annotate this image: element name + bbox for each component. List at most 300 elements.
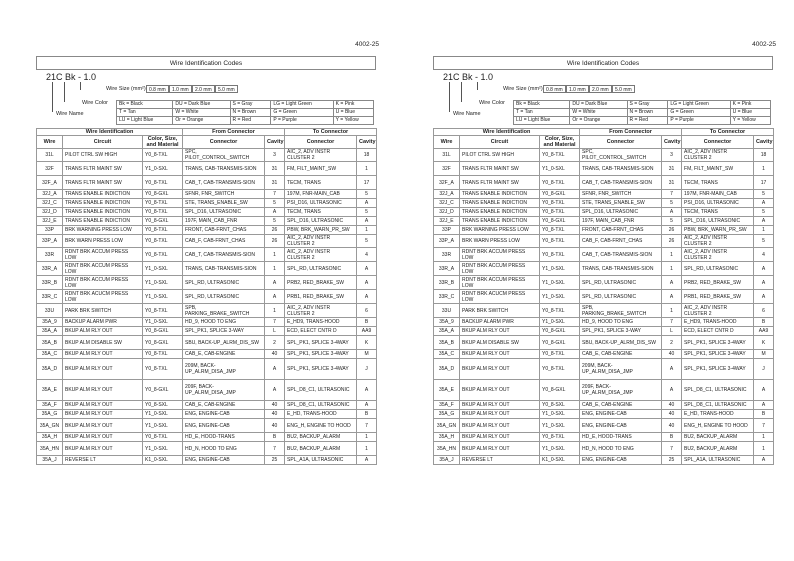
cell-color-size-material: Y0_8-TXL (540, 350, 580, 359)
color-code-cell: G = Green (668, 109, 730, 117)
cell-color-size-material: Y0_8-TXL (143, 248, 183, 262)
cell-from-connector: SPL_RD, ULTRASONIC (183, 290, 265, 304)
table-row (434, 290, 774, 304)
cell-circuit: PILOT CTRL SW HIGH (63, 149, 143, 162)
cell-wire: 33P (37, 226, 63, 235)
column-header-wire: Wire (434, 136, 460, 149)
cell-wire: 35A_E (37, 380, 63, 401)
wire-color-label: Wire Color (82, 100, 108, 106)
cell-from-connector: STE, TRANS_ENABLE_SW (580, 199, 662, 208)
cell-color-size-material: Y0_8-TXL (143, 199, 183, 208)
table-row (37, 226, 377, 235)
cell-wire: 33P_A (434, 235, 460, 248)
cell-circuit: PILOT CTRL SW HIGH (460, 149, 540, 162)
cell-to-connector: ECD, ELECT CNTR D (285, 327, 357, 336)
cell-to-connector: PRB1, RED_BRAKE_SW (285, 290, 357, 304)
cell-from-cavity: 3 (662, 149, 682, 162)
cell-to-connector: SPL_A1A, ULTRASONIC (285, 456, 357, 465)
cell-wire: 35A_A (434, 327, 460, 336)
cell-from-connector: ENG, ENGINE-CAB (183, 419, 265, 433)
cell-to-connector: PRB2, RED_BRAKE_SW (285, 276, 357, 290)
cell-color-size-material: Y1_0-SXL (540, 419, 580, 433)
table-row (434, 208, 774, 217)
cell-from-cavity: 7 (265, 190, 285, 199)
cell-to-cavity: A (754, 199, 774, 208)
cell-to-cavity: A (754, 456, 774, 465)
table-row (434, 176, 774, 190)
cell-from-connector: ENG, ENGINE-CAB (580, 456, 662, 465)
cell-from-connector: SPL_RD, ULTRASONIC (580, 290, 662, 304)
cell-from-connector: SPC, PILOT_CONTROL_SWITCH (183, 149, 265, 162)
table-row (37, 304, 377, 318)
cell-from-connector: CAB_T, CAB-TRANSMIS-SION (183, 176, 265, 190)
cell-to-cavity: M (357, 350, 377, 359)
cell-color-size-material: Y0_8-GXL (143, 190, 183, 199)
color-code-grid (513, 100, 771, 125)
cell-to-connector: BU2, BACKUP_ALARM (682, 433, 754, 442)
legend-wire-code: 21C Bk - 1.0 (443, 72, 494, 82)
cell-wire: 33R_A (37, 262, 63, 276)
cell-wire: 35A_C (37, 350, 63, 359)
wire-name-label: Wire Name (56, 111, 84, 117)
page-title: Wire Identification Codes (169, 60, 243, 67)
cell-to-connector: E_HD, TRANS-HOOD (682, 410, 754, 419)
color-code-cell: LU = Light Blue (514, 117, 570, 125)
color-code-cell: Or = Orange (570, 117, 627, 125)
cell-circuit: BKUP ALM RLY OUT (63, 350, 143, 359)
cell-from-connector: 209F, BACK-UP_ALRM_DISA_JMP (580, 380, 662, 401)
cell-to-connector: SPL_RD, ULTRASONIC (285, 262, 357, 276)
table-row (37, 327, 377, 336)
cell-to-cavity: 1 (357, 226, 377, 235)
cell-to-cavity: 1 (754, 226, 774, 235)
cell-from-cavity: 1 (662, 262, 682, 276)
cell-to-connector: TECM, TRANS (682, 208, 754, 217)
cell-circuit: BKUP ALM RLY OUT (460, 359, 540, 380)
cell-from-connector: CAB_T, CAB-TRANSMIS-SION (580, 176, 662, 190)
cell-to-cavity: 6 (357, 304, 377, 318)
cell-from-cavity: 7 (662, 442, 682, 456)
cell-from-cavity: 1 (265, 248, 285, 262)
cell-wire: 31L (434, 149, 460, 162)
wire-code-legend (433, 70, 773, 128)
cell-to-cavity: 4 (754, 248, 774, 262)
cell-circuit: RDNT BRK ACCUM PRESS LOW (460, 276, 540, 290)
cell-from-connector: 209M, BACK-UP_ALRM_DISA_JMP (183, 359, 265, 380)
cell-circuit: BKUP ALM RLY OUT (63, 380, 143, 401)
cell-from-connector: HD_N, HOOD TO ENG (580, 442, 662, 456)
cell-from-connector: 197F, MAIN_CAB_FNR (580, 217, 662, 226)
cell-wire: 33R_B (434, 276, 460, 290)
cell-color-size-material: Y0_8-TXL (143, 149, 183, 162)
cell-color-size-material: Y0_8-TXL (143, 304, 183, 318)
cell-circuit: RDNT BRK ACCUM PRESS LOW (63, 248, 143, 262)
cell-color-size-material: Y0_8-TXL (540, 304, 580, 318)
cell-circuit: TRANS ENABLE INDICTION (63, 208, 143, 217)
cell-color-size-material: Y0_8-TXL (540, 235, 580, 248)
cell-color-size-material: Y0_8-TXL (143, 350, 183, 359)
cell-from-cavity: 40 (265, 350, 285, 359)
wire-size-box: 1.0 mm (169, 85, 192, 93)
cell-circuit: BKUP ALM RLY OUT (460, 350, 540, 359)
cell-to-cavity: A (357, 276, 377, 290)
cell-from-connector: 209M, BACK-UP_ALRM_DISA_JMP (580, 359, 662, 380)
cell-from-cavity: 25 (662, 456, 682, 465)
color-code-cell: LG = Light Green (668, 101, 730, 109)
cell-from-connector: HD_N, HOOD TO ENG (183, 442, 265, 456)
cell-color-size-material: Y1_0-SXL (143, 442, 183, 456)
cell-color-size-material: Y0_8-TXL (540, 359, 580, 380)
cell-circuit: RDNT BRK ACCUM PRESS LOW (63, 276, 143, 290)
cell-to-cavity: A (357, 456, 377, 465)
table-row (37, 318, 377, 327)
cell-from-cavity: 1 (662, 248, 682, 262)
cell-from-cavity: 2 (265, 336, 285, 350)
color-code-row (514, 101, 771, 109)
legend-wire-code: 21C Bk - 1.0 (46, 72, 97, 82)
wire-code-legend (36, 70, 376, 128)
color-code-cell: P = Purple (271, 117, 333, 125)
cell-to-cavity: A (357, 290, 377, 304)
cell-circuit: TRANS ENABLE INDICTION (63, 217, 143, 226)
cell-wire: 35A_GN (37, 419, 63, 433)
cell-from-connector: SFNR, FNR_SWITCH (580, 190, 662, 199)
color-code-cell: W = White (570, 109, 627, 117)
cell-circuit: RDNT BRK ACUCM PRESS LOW (460, 290, 540, 304)
cell-to-cavity: J (754, 359, 774, 380)
table-row (434, 304, 774, 318)
cell-color-size-material: Y0_8-TXL (143, 226, 183, 235)
cell-circuit: BRK WARN PRESS LOW (460, 235, 540, 248)
cell-color-size-material: Y1_0-SXL (540, 290, 580, 304)
cell-wire: 33R (434, 248, 460, 262)
table-row (37, 290, 377, 304)
color-code-cell: Bk = Black (514, 101, 570, 109)
cell-to-connector: AIC_2, ADV INSTR CLUSTER 2 (285, 248, 357, 262)
wire-size-box: 0.8 mm (543, 85, 566, 93)
cell-circuit: BKUP ALM RLY OUT (460, 327, 540, 336)
cell-circuit: PARK BRK SWITCH (63, 304, 143, 318)
cell-to-cavity: K (357, 336, 377, 350)
table-row (37, 149, 377, 162)
table-row (37, 235, 377, 248)
table-row (434, 190, 774, 199)
cell-to-cavity: A (357, 380, 377, 401)
cell-from-connector: TRANS, CAB-TRANSMIS-SION (580, 262, 662, 276)
cell-from-cavity: A (265, 359, 285, 380)
cell-to-connector: PSI_D16, ULTRASONIC (285, 199, 357, 208)
color-code-cell: R = Red (627, 117, 668, 125)
cell-to-cavity: AA9 (357, 327, 377, 336)
cell-color-size-material: Y0_8-SXL (143, 401, 183, 410)
color-code-cell: U = Blue (333, 109, 373, 117)
cell-from-connector: HD_E, HOOD-TRANS (183, 433, 265, 442)
cell-to-connector: E_HD9, TRANS-HOOD (682, 318, 754, 327)
cell-circuit: REVERSE LT (63, 456, 143, 465)
cell-circuit: TRANS FLTR MAINT SW (63, 162, 143, 176)
group-header-to-connector: To Connector (682, 129, 774, 136)
cell-to-connector: AIC_2, ADV INSTR CLUSTER 2 (285, 149, 357, 162)
cell-to-connector: PRB2, RED_BRAKE_SW (682, 276, 754, 290)
cell-wire: 35A_E (434, 380, 460, 401)
table-row (37, 217, 377, 226)
wire-size-label: Wire Size (mm²) (503, 86, 543, 92)
cell-to-cavity: A (754, 401, 774, 410)
cell-to-connector: SPL_A1A, ULTRASONIC (682, 456, 754, 465)
cell-to-connector: SPL_PK1, SPLICE 3-4WAY (285, 350, 357, 359)
table-row (37, 262, 377, 276)
cell-color-size-material: Y0_8-TXL (143, 208, 183, 217)
cell-to-cavity: 1 (754, 162, 774, 176)
cell-circuit: BKUP ALM RLY OUT (63, 359, 143, 380)
table-row (434, 380, 774, 401)
table-row (434, 359, 774, 380)
color-code-cell: Y = Yellow (333, 117, 373, 125)
cell-to-connector: SPL_D8_C1, ULTRASONIC (285, 380, 357, 401)
cell-to-cavity: A (357, 199, 377, 208)
leader-line (461, 82, 462, 102)
cell-from-connector: 209F, BACK-UP_ALRM_DISA_JMP (183, 380, 265, 401)
cell-color-size-material: Y0_8-GXL (540, 327, 580, 336)
column-header-circuit: Circuit (63, 136, 143, 149)
column-header-wire: Wire (37, 136, 63, 149)
cell-circuit: BKUP ALM RLY OUT (63, 327, 143, 336)
cell-wire: 35A_HN (434, 442, 460, 456)
cell-to-cavity: 18 (357, 149, 377, 162)
cell-from-cavity: A (265, 208, 285, 217)
color-code-cell: Y = Yellow (730, 117, 770, 125)
cell-to-connector: AIC_2, ADV INSTR CLUSTER 2 (682, 149, 754, 162)
cell-wire: 35A_A (37, 327, 63, 336)
cell-from-cavity: 31 (662, 162, 682, 176)
cell-to-connector: BU2, BACKUP_ALARM (285, 442, 357, 456)
cell-from-cavity: 40 (662, 350, 682, 359)
cell-from-cavity: 31 (265, 176, 285, 190)
cell-wire: 32J_D (37, 208, 63, 217)
cell-from-connector: ENG, ENGINE-CAB (580, 419, 662, 433)
cell-wire: 32F (434, 162, 460, 176)
cell-from-cavity: 40 (662, 419, 682, 433)
cell-to-connector: PSI_D16, ULTRASONIC (682, 199, 754, 208)
cell-from-connector: SBU, BACK-UP_ALRM_DIS_SW (580, 336, 662, 350)
cell-color-size-material: Y0_8-TXL (143, 359, 183, 380)
cell-to-connector: TECM, TRANS (285, 176, 357, 190)
page-title: Wire Identification Codes (566, 60, 640, 67)
cell-wire: 35A_J (37, 456, 63, 465)
cell-from-cavity: L (265, 327, 285, 336)
wire-name-label: Wire Name (453, 111, 481, 117)
cell-circuit: BKUP ALM DISABLE SW (63, 336, 143, 350)
color-code-cell: U = Blue (730, 109, 770, 117)
cell-from-connector: SPL_D16, ULTRASONIC (183, 208, 265, 217)
cell-to-cavity: 5 (754, 208, 774, 217)
table-row (37, 410, 377, 419)
group-header-from-connector: From Connector (183, 129, 285, 136)
cell-wire: 35A_B (37, 336, 63, 350)
cell-color-size-material: Y0_8-GXL (143, 327, 183, 336)
cell-to-cavity: 18 (754, 149, 774, 162)
cell-circuit: TRANS ENABLE INDICTION (460, 217, 540, 226)
table-row (434, 401, 774, 410)
cell-wire: 33U (37, 304, 63, 318)
cell-to-connector: SPL_PK1, SPLICE 3-4WAY (682, 359, 754, 380)
cell-color-size-material: Y0_8-TXL (143, 235, 183, 248)
cell-color-size-material: Y1_0-SXL (143, 262, 183, 276)
cell-color-size-material: Y1_0-SXL (540, 442, 580, 456)
cell-color-size-material: Y0_8-TXL (540, 199, 580, 208)
table-row (434, 318, 774, 327)
cell-from-cavity: 40 (662, 401, 682, 410)
cell-from-connector: SBU, BACK-UP_ALRM_DIS_SW (183, 336, 265, 350)
color-code-cell: DU = Dark Blue (173, 101, 230, 109)
column-header-to-connector: Connector (285, 136, 357, 149)
cell-wire: 33R (37, 248, 63, 262)
color-code-cell: K = Pink (333, 101, 373, 109)
wire-color-label: Wire Color (479, 100, 505, 106)
table-row (37, 350, 377, 359)
cell-from-cavity: 5 (662, 217, 682, 226)
table-row (37, 199, 377, 208)
cell-to-cavity: 1 (754, 442, 774, 456)
cell-from-connector: SPL_RD, ULTRASONIC (183, 276, 265, 290)
cell-color-size-material: Y0_8-TXL (540, 176, 580, 190)
cell-from-cavity: B (662, 433, 682, 442)
cell-from-connector: CAB_E, CAB-ENGINE (183, 350, 265, 359)
cell-to-connector: SPL_PK1, SPLICE 3-4WAY (285, 359, 357, 380)
leader-line (52, 82, 53, 112)
cell-from-connector: SPB, PARKING_BRAKE_SWITCH (183, 304, 265, 318)
cell-from-connector: CAB_F, CAB-FRNT_CHAS (580, 235, 662, 248)
cell-wire: 32J_A (434, 190, 460, 199)
cell-color-size-material: Y0_8-TXL (540, 226, 580, 235)
cell-color-size-material: Y0_8-SXL (540, 401, 580, 410)
wire-size-box: 1.0 mm (566, 85, 589, 93)
cell-to-cavity: AA9 (754, 327, 774, 336)
cell-from-cavity: A (265, 276, 285, 290)
cell-color-size-material: Y1_0-SXL (540, 276, 580, 290)
cell-to-connector: 197M, FNR-MAIN_CAB (285, 190, 357, 199)
table-row (434, 162, 774, 176)
cell-from-connector: HD_E, HOOD-TRANS (580, 433, 662, 442)
table-row (37, 359, 377, 380)
table-row (37, 208, 377, 217)
color-code-row (514, 109, 771, 117)
table-row (434, 456, 774, 465)
table-row (434, 248, 774, 262)
cell-from-cavity: 40 (265, 410, 285, 419)
color-code-cell: S = Gray (627, 101, 668, 109)
cell-color-size-material: Y1_0-SXL (143, 276, 183, 290)
column-header-color-size-material: Color, Size, and Material (540, 136, 580, 149)
table-row (434, 199, 774, 208)
cell-from-connector: CAB_T, CAB-TRANSMIS-SION (580, 248, 662, 262)
cell-circuit: TRANS ENABLE INDICTION (460, 199, 540, 208)
cell-circuit: BKUP ALM DISABLE SW (460, 336, 540, 350)
column-header-from-connector: Connector (183, 136, 265, 149)
table-row (37, 419, 377, 433)
cell-to-cavity: 7 (357, 419, 377, 433)
cell-to-connector: SPL_D16, ULTRASONIC (682, 217, 754, 226)
cell-circuit: RDNT BRK ACCUM PRESS LOW (460, 262, 540, 276)
page-right (397, 0, 794, 561)
cell-circuit: BKUP ALM RLY OUT (460, 419, 540, 433)
wire-size-box: 5.0 mm (612, 85, 635, 93)
cell-to-cavity: 6 (754, 304, 774, 318)
cell-color-size-material: Y0_8-TXL (143, 176, 183, 190)
cell-from-connector: SPB, PARKING_BRAKE_SWITCH (580, 304, 662, 318)
color-code-cell: W = White (173, 109, 230, 117)
cell-to-connector: SPL_PK1, SPLICE 3-4WAY (285, 336, 357, 350)
group-header-wire-identification: Wire Identification (434, 129, 580, 136)
cell-to-cavity: B (357, 318, 377, 327)
cell-wire: 35A_9 (434, 318, 460, 327)
cell-to-cavity: 17 (357, 176, 377, 190)
cell-from-connector: TRANS, CAB-TRANSMIS-SION (183, 162, 265, 176)
cell-wire: 32J_E (434, 217, 460, 226)
table-row (434, 336, 774, 350)
color-code-row (117, 117, 374, 125)
cell-to-cavity: 17 (754, 176, 774, 190)
cell-to-connector: PBW, BRK_WARN_PR_SW (682, 226, 754, 235)
cell-circuit: BKUP ALM RLY OUT (63, 419, 143, 433)
cell-to-cavity: J (357, 359, 377, 380)
cell-to-cavity: A (754, 380, 774, 401)
cell-to-connector: SPL_PK1, SPLICE 3-4WAY (682, 350, 754, 359)
cell-to-connector: SPL_RD, ULTRASONIC (682, 262, 754, 276)
cell-from-cavity: 40 (265, 419, 285, 433)
color-code-cell: R = Red (230, 117, 271, 125)
cell-to-cavity: 4 (357, 248, 377, 262)
cell-to-connector: FM, FILT_MAINT_SW (682, 162, 754, 176)
column-header-from-connector: Connector (580, 136, 662, 149)
cell-color-size-material: Y0_8-TXL (143, 433, 183, 442)
cell-to-cavity: A (357, 401, 377, 410)
cell-from-connector: ENG, ENGINE-CAB (183, 410, 265, 419)
cell-from-cavity: 26 (662, 226, 682, 235)
cell-to-connector: 197M, FNR-MAIN_CAB (682, 190, 754, 199)
cell-from-connector: SPL_PK1, SPLICE 3-WAY (183, 327, 265, 336)
table-row (37, 380, 377, 401)
color-code-row (514, 117, 771, 125)
cell-wire: 33P_A (37, 235, 63, 248)
color-code-cell: N = Brown (627, 109, 668, 117)
color-code-cell: DU = Dark Blue (570, 101, 627, 109)
color-code-cell: G = Green (271, 109, 333, 117)
cell-wire: 33R_C (434, 290, 460, 304)
cell-from-cavity: 40 (265, 401, 285, 410)
cell-color-size-material: Y0_8-TXL (540, 208, 580, 217)
cell-circuit: BKUP ALM RLY OUT (460, 433, 540, 442)
cell-from-cavity: 1 (265, 304, 285, 318)
cell-to-cavity: B (754, 318, 774, 327)
cell-wire: 35A_J (434, 456, 460, 465)
table-row (434, 262, 774, 276)
cell-color-size-material: Y0_8-TXL (540, 433, 580, 442)
wire-size-box: 2.0 mm (192, 85, 215, 93)
cell-to-connector: SPL_D8_C1, ULTRASONIC (682, 380, 754, 401)
color-code-cell: LG = Light Green (271, 101, 333, 109)
wire-size-box: 2.0 mm (589, 85, 612, 93)
cell-wire: 35A_D (37, 359, 63, 380)
group-header-from-connector: From Connector (580, 129, 682, 136)
cell-wire: 35A_B (434, 336, 460, 350)
cell-color-size-material: Y1_0-SXL (540, 318, 580, 327)
cell-from-cavity: 7 (662, 318, 682, 327)
cell-to-connector: SPL_D8_C1, ULTRASONIC (682, 401, 754, 410)
cell-wire: 33P (434, 226, 460, 235)
cell-from-cavity: 3 (265, 149, 285, 162)
cell-circuit: BACKUP ALARM PWR (63, 318, 143, 327)
